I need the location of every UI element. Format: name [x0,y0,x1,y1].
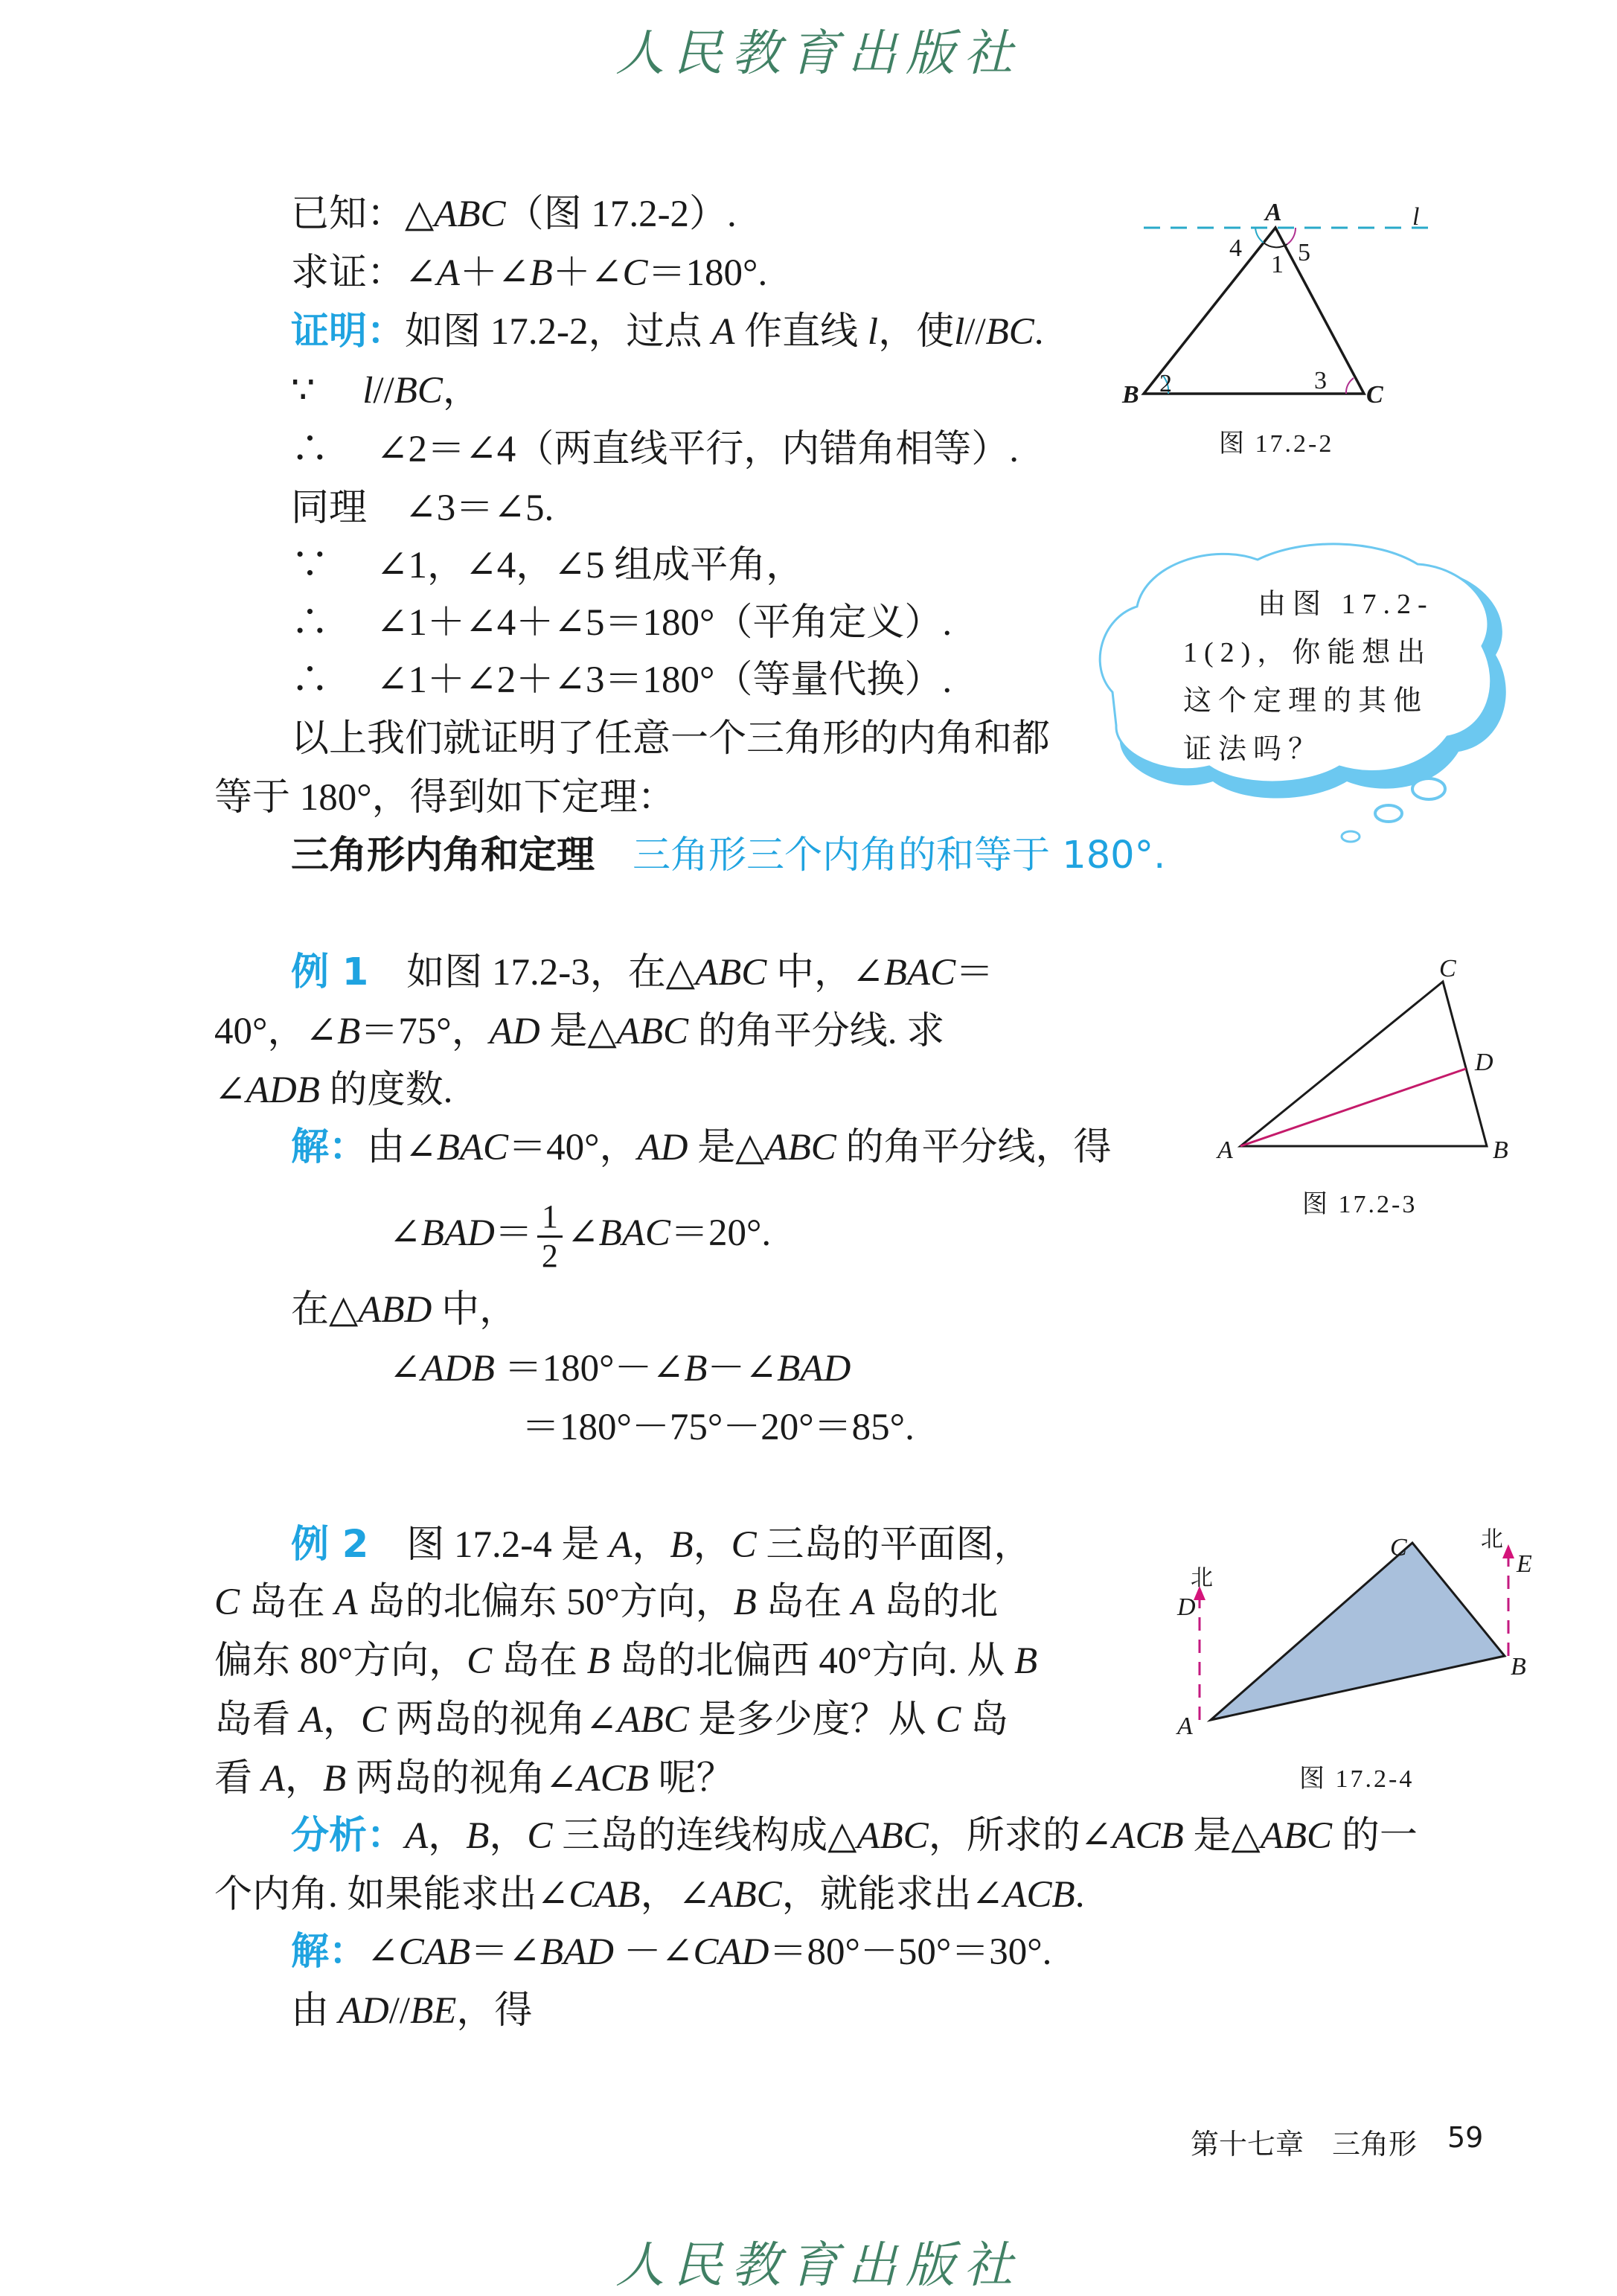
math-var: A [261,1758,285,1800]
math-var: C [622,252,648,294]
math-var: BAC [883,952,956,994]
label-b: B [1493,1136,1508,1164]
math-var: B [337,1011,361,1052]
math-var: B [586,1640,610,1682]
math-var: ADB [420,1348,495,1390]
theorem-statement: 三角形三个内角的和等于 180°. [633,834,1166,877]
label-c: C [1366,381,1383,409]
math-var: AD [489,1011,540,1052]
text: 三岛的平面图， [756,1524,1032,1566]
math-var: CAB [398,1931,471,1973]
label-angle-3: 3 [1314,367,1327,394]
section-label: 解： [291,1930,368,1974]
text: －∠ [707,1348,778,1390]
text: ∠ [367,1931,399,1973]
text: ＝180°. [647,252,768,294]
math-var: B [670,1524,694,1566]
math-var: ADB [246,1069,320,1111]
math-var: ABC [616,1011,688,1052]
text: 同理 ∠3＝∠5. [291,487,554,529]
text: ＋∠ [459,252,530,294]
math-var: ACB [1003,1874,1075,1916]
math-var: A [609,1524,633,1566]
text: 如图 17.2-2，过点 [405,311,712,353]
text: . [1034,311,1044,353]
text: ∴ ∠2＝∠4（两直线平行，内错角相等）. [291,429,1019,470]
math-var: ABC [764,1127,836,1168]
section-label: 解： [291,1125,368,1169]
math-var: ABC [710,1874,782,1916]
text: ∠ [389,1348,421,1390]
text: 岛看 [214,1699,300,1741]
math-var: A [334,1582,358,1623]
math-var: C [731,1524,757,1566]
text: ∠ [389,1212,421,1255]
text: // [964,311,986,353]
text: 岛在 [492,1640,587,1682]
math-var: ABC [694,952,767,994]
math-var: ABC [617,1699,689,1741]
text: 求证：∠ [291,252,437,294]
text: 三岛的连线构成△ [552,1815,857,1857]
text: ＝80°－50°＝30°. [769,1931,1052,1973]
math-var: BAD [420,1212,495,1255]
chapter-title: 第十七章 三角形 [1191,2128,1418,2161]
text: 40°，∠ [214,1011,338,1052]
text: ， [693,1524,731,1566]
text: 是△ [539,1011,617,1052]
label-c: C [1439,955,1456,982]
text: ，得 [456,1990,533,2032]
text: . [1075,1874,1085,1916]
label-l: l [1412,203,1420,231]
text: －∠ [613,1931,694,1973]
text: 偏东 80°方向， [214,1640,467,1682]
math-var: C [467,1640,493,1682]
text: ， [442,370,481,412]
label-angle-2: 2 [1159,370,1172,397]
math-var: BAD [777,1348,851,1390]
label-angle-5: 5 [1298,239,1310,266]
text: 个内角. 如果能求出∠ [214,1874,569,1916]
label-b: B [1511,1653,1526,1681]
math-var: B [1014,1640,1038,1682]
math-var: C [214,1582,240,1623]
text: 的角平分线，得 [836,1127,1112,1168]
text: 等于 180°，得到如下定理： [214,777,676,819]
text: 的一 [1332,1815,1418,1857]
text: 呢？ [648,1758,734,1800]
text: 的角平分线. 求 [688,1011,945,1052]
math-var: ABC [434,194,506,235]
text: ，所求的∠ [928,1815,1112,1857]
text: 岛在 [240,1582,335,1623]
text: 作直线 [734,311,868,353]
text: ，就能求出∠ [781,1874,1004,1916]
label-c: C [1390,1534,1407,1561]
label-a: A [1177,1713,1193,1740]
section-label: 证明： [291,310,406,354]
math-var: CAD [693,1931,769,1973]
text: 看 [214,1758,262,1800]
arrow-up-icon [1502,1544,1514,1558]
math-var: A [405,1815,429,1857]
text: ＝40°， [508,1127,638,1168]
label-d: D [1177,1593,1196,1621]
publisher-logo-top: 人民教育出版社 [615,25,1022,82]
math-var: B [733,1582,757,1623]
numerator: 1 [537,1198,563,1238]
text: ＝180°－∠ [494,1348,685,1390]
math-var: B [684,1348,708,1390]
publisher-logo-bottom: 人民教育出版社 [615,2236,1022,2294]
label-north: 北 [1191,1566,1213,1590]
text: 两岛的视角∠ [385,1699,618,1741]
label-b: B [1122,381,1139,409]
math-var: CAB [569,1874,641,1916]
islands-triangle [1211,1543,1505,1720]
text: 中，∠ [766,952,884,994]
math-var: A [711,311,735,353]
text: ＝∠ [470,1931,540,1973]
math-var: l [954,311,965,353]
text: 由 [291,1990,339,2032]
figure-caption: 图 17.2-3 [1302,1191,1418,1218]
text: 的度数. [319,1069,453,1111]
math-var: B [529,252,553,294]
text: 由∠ [367,1127,437,1168]
cloud-line: 这个定理的其他 [1183,685,1429,717]
text: // [373,370,394,412]
section-label: 例 1 [291,950,369,994]
label-angle-1: 1 [1271,251,1284,278]
math-var: C [527,1815,553,1857]
math-var: ABC [1260,1815,1333,1857]
text: 中， [432,1289,518,1331]
label-north: 北 [1481,1527,1503,1552]
text: ∴ ∠1＋∠2＋∠3＝180°（等量代换）. [291,659,952,701]
math-var: BE [410,1990,457,2032]
math-var: ACB [577,1758,649,1800]
math-var: C [360,1699,386,1741]
theorem-name: 三角形内角和定理 [291,834,595,877]
text: 两岛的视角∠ [346,1758,577,1800]
text: // [388,1990,411,2032]
section-label: 例 2 [291,1523,369,1567]
text: ＝ [955,952,994,994]
math-var: AD [637,1127,688,1168]
label-e: E [1517,1550,1532,1578]
text: 岛的北 [874,1582,999,1623]
math-var: BAD [539,1931,614,1973]
text: ＝180°－75°－20°＝85°. [522,1407,915,1448]
text: ， [428,1815,467,1857]
text: 在△ [291,1289,359,1331]
text: ，使 [878,311,955,353]
math-var: BAC [598,1212,670,1255]
text: 岛的北偏东 50°方向， [357,1582,734,1623]
text: ＝ [494,1212,533,1255]
label-d: D [1475,1049,1493,1076]
math-var: l [362,370,374,412]
text: ＋∠ [552,252,623,294]
math-var: BC [394,370,443,412]
math-var: A [851,1582,875,1623]
math-var: BC [985,311,1034,353]
cloud-line: 1(2)，你能想出 [1183,637,1432,668]
text: ∵ ∠1，∠4，∠5 组成平角， [291,545,804,586]
math-var: B [322,1758,347,1800]
math-var: BAC [436,1127,509,1168]
math-var: C [935,1699,961,1741]
text: 是多少度？从 [688,1699,936,1741]
figure-caption: 图 17.2-4 [1299,1765,1415,1793]
text: 已知：△ [291,194,435,235]
text: ， [632,1524,670,1566]
label-a: A [1217,1136,1233,1164]
math-var: AD [338,1990,389,2032]
section-label: 分析： [291,1814,406,1858]
text: ∴ ∠1＋∠4＋∠5＝180°（平角定义）. [291,602,952,644]
math-var: A [299,1699,323,1741]
text: 是△ [1183,1815,1261,1857]
text: ＝20°. [670,1212,772,1255]
text: 岛 [961,1699,1009,1741]
figure-caption: 图 17.2-2 [1219,430,1334,458]
text: 以上我们就证明了任意一个三角形的内角和都 [291,718,1051,760]
math-var: ACB [1112,1815,1184,1857]
text: 如图 17.2-3，在△ [368,952,695,994]
text: （图 17.2-2）. [505,194,737,235]
text: ∠ [566,1212,599,1255]
math-var: l [867,311,879,353]
label-angle-4: 4 [1229,234,1242,262]
text: 图 17.2-4 是 [368,1524,609,1566]
text: 岛在 [756,1582,852,1623]
text: 岛的北偏西 40°方向. 从 [609,1640,1015,1682]
text: ∵ [291,370,363,412]
cloud-line: 由图 17.2- [1258,589,1434,620]
text: ＝75°， [360,1011,490,1052]
math-var: ABC [856,1815,929,1857]
text: ∠ [214,1069,246,1111]
cloud-line: 证法吗？ [1183,734,1324,765]
math-var: B [466,1815,490,1857]
text: ，∠ [640,1874,711,1916]
label-a: A [1265,199,1282,226]
text: ， [322,1699,361,1741]
denominator: 2 [541,1238,558,1274]
text: ， [489,1815,528,1857]
text: ， [284,1758,323,1800]
math-var: ABD [358,1289,432,1331]
page-number: 59 [1447,2121,1484,2154]
text: 是△ [688,1127,765,1168]
math-var: A [436,252,460,294]
